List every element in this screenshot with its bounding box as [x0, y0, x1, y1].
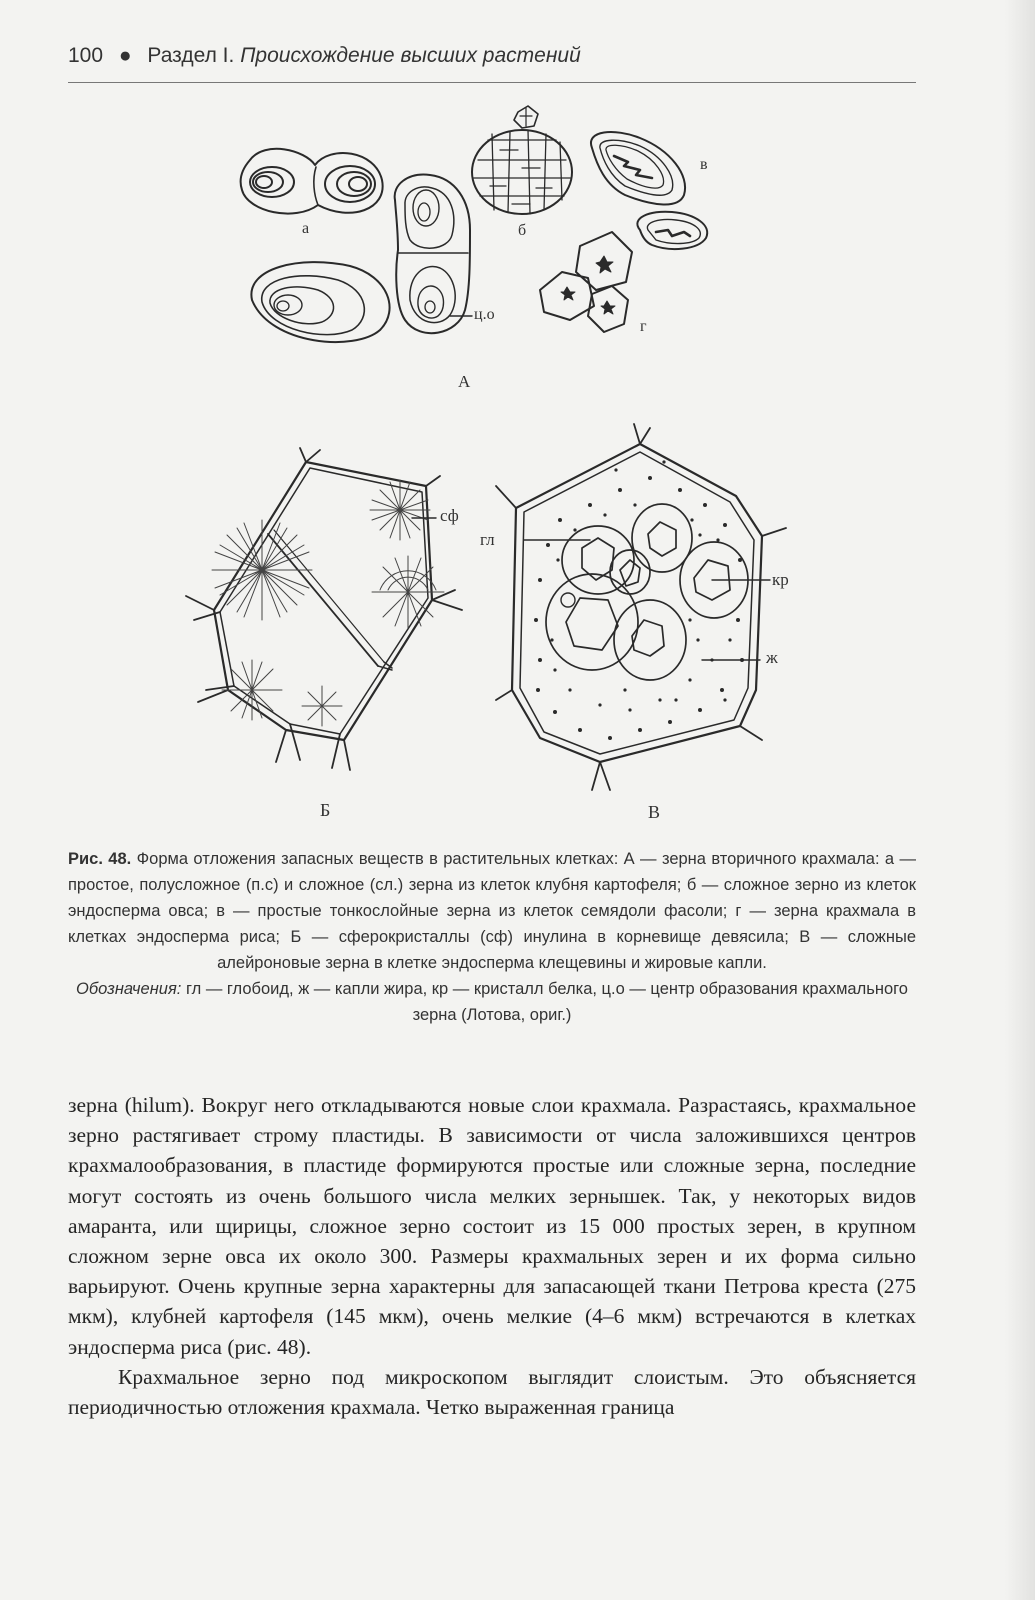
cell-castor-panel: [496, 424, 786, 790]
label-g: г: [640, 318, 647, 335]
grain-simple-potato: [251, 262, 389, 342]
grain-g-rice: [540, 232, 632, 332]
grain-b-oat: [472, 106, 572, 214]
sphero-5: [302, 686, 342, 726]
label-v: в: [700, 156, 708, 173]
legend-title: Обозначения:: [76, 980, 182, 998]
paragraph-1: зерна (hilum). Вокруг него откладываются новые слои крахмала. Разрастаясь, крахмальное зерно растягивает строму пластиды. В зависимости от числа заложившихся центров крахмалообразования, в пластиде формируются простые или сложные зерна, последние могут состоять из очень большого числа мелких зернышек. Так, у некоторых видов амаранта, или щирицы, сложное зерно состоит из 15 000 простых зерен, в крупном сложном зерне овса их около 300. Размеры крахмальных зерен и их форма сильно варьируют. Очень крупные зерна характерны для запасающей ткани Петрова креста (275 мкм), клубней картофеля (145 мкм), очень мелкие (4–6 мкм) встречаются в клетках эндосперма риса (рис. 48).: [68, 1093, 916, 1359]
figure-caption: [68, 846, 916, 1028]
sphero-1: [212, 520, 312, 620]
cell-inulin-panel: [186, 448, 462, 770]
label-sf: сф: [440, 506, 459, 525]
label-b: б: [518, 222, 527, 239]
label-panel-a: А: [458, 372, 471, 391]
caption-number: Рис. 48.: [68, 850, 132, 868]
label-a: а: [302, 220, 310, 237]
section-title: Происхождение высших растений: [240, 44, 581, 67]
spherocrystals: [212, 480, 444, 726]
bullet: ●: [118, 44, 132, 67]
legend-text: гл — глобоид, ж — капли жира, кр — кристалл белка, ц.о — центр образования крахмального зерна (Лотова, ориг.): [185, 980, 908, 1024]
label-kr: кр: [772, 570, 789, 589]
page-number: 100: [68, 44, 104, 67]
grain-semi-compound: [395, 175, 470, 334]
sphero-2: [370, 480, 430, 540]
grain-a-compound: [241, 149, 383, 214]
body-text: [68, 1090, 916, 1422]
caption-legend: [68, 976, 916, 1028]
label-panel-v: В: [648, 802, 661, 822]
caption-text: Форма отложения запасных веществ в растительных клетках: А — зерна вторичного крахмала: а — простое, полусложное (п.с) и сложное (сл.) зерна из клеток клубня картофеля; б — сложное зерно из клеток эндосперма овса; в — простые тонкослойные зерна из клеток семядоли фасоли; г — зерна крахмала в клетках эндосперма риса; Б — сферокристаллы (сф) инулина в корневище девясила; В — сложные алейроновые зерна в клетке эндосперма клещевины и жировые капли.: [68, 850, 916, 972]
label-panel-b: Б: [320, 800, 331, 820]
label-gl: гл: [480, 530, 495, 549]
sphero-3: [372, 556, 444, 628]
label-co: ц.о: [474, 306, 495, 323]
sphero-4: [222, 660, 282, 720]
section-label: Раздел I.: [147, 44, 235, 67]
paragraph-2: Крахмальное зерно под микроскопом выглядит слоистым. Это объясняется периодичностью отложения крахмала. Четко выраженная граница: [68, 1364, 916, 1420]
label-zh: ж: [766, 648, 778, 667]
grain-v-bean: [591, 132, 707, 249]
